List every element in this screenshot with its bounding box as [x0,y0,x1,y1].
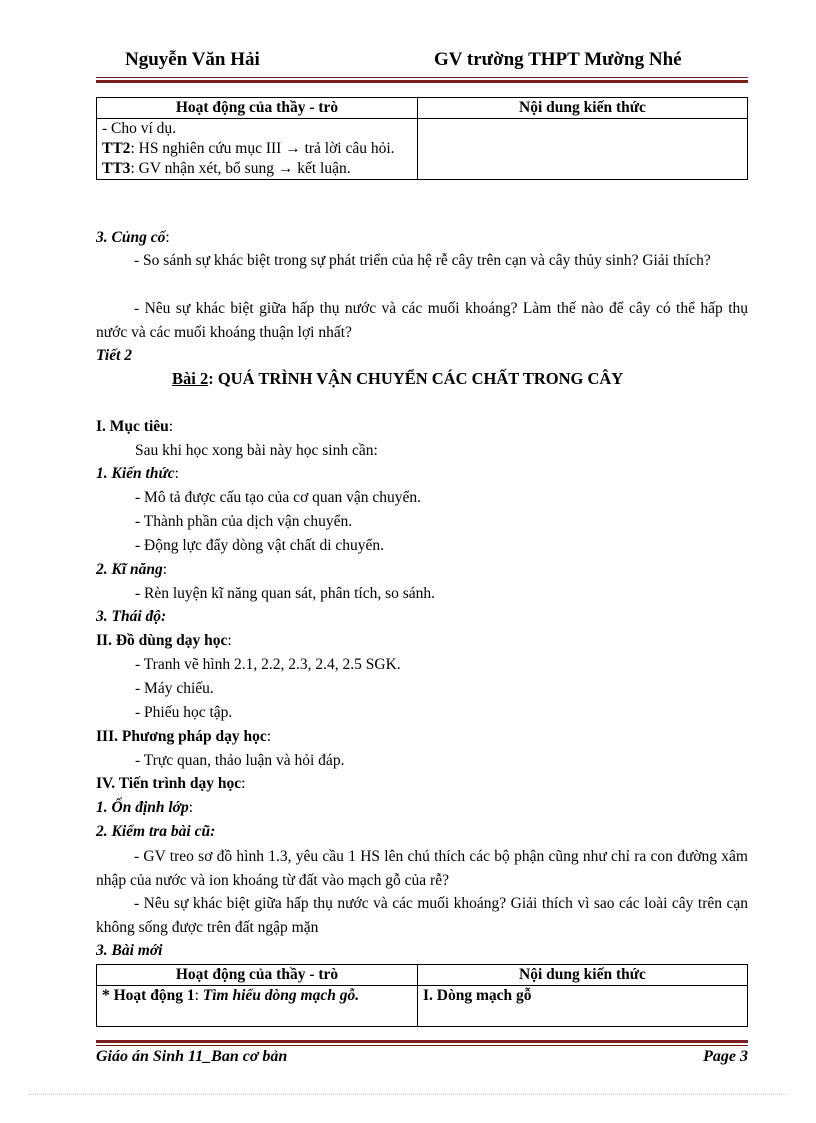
kiem-tra-heading: 2. Kiểm tra bài cũ: [96,823,216,840]
muc-tieu-heading: I. Mục tiêu: [96,418,174,435]
header-rule-thin [96,77,748,78]
header-school: GV trường THPT Mường Nhé [434,49,682,70]
table1-row-2-label: TT2 [102,140,131,157]
kien-thuc-item-1: - Mô tả được cấu tạo của cơ quan vận chuyển. [135,489,422,506]
activity-table-2 [96,964,748,1027]
bai-moi-heading: 3. Bài mới [96,942,163,959]
cung-co-heading: 3. Củng cố: [96,229,170,246]
tiet-label: Tiết 2 [96,347,133,364]
muc-tieu-intro: Sau khi học xong bài này học sinh cần: [135,442,378,459]
phuong-phap-heading: III. Phương pháp dạy học: [96,728,272,745]
do-dung-item-2: - Máy chiếu. [135,680,214,697]
footer-rule-thick [96,1040,748,1043]
kien-thuc-item-2: - Thành phần của dịch vận chuyển. [135,513,353,530]
cung-co-question-2: - Nêu sự khác biệt giữa hấp thụ nước và các muối khoáng? Làm thế nào để cây có thể hấp thụ nước và các muối khoáng thuận lợi nhất? [96,300,748,341]
activity-table-1 [96,97,748,180]
table1-row-3-label: TT3 [102,160,131,177]
do-dung-item-3: - Phiếu học tập. [135,704,233,721]
on-dinh-heading: 1. Ổn định lớp: [96,799,194,816]
table1-content-cell [418,119,748,180]
header-author: Nguyễn Văn Hải [125,49,260,70]
kien-thuc-item-3: - Động lực đẩy dòng vật chất di chuyển. [135,537,385,554]
table2-content-cell: I. Dòng mạch gỗ [418,986,748,1027]
footer-rule-thin [96,1045,748,1046]
lesson-title: Bài 2: QUÁ TRÌNH VẬN CHUYỂN CÁC CHẤT TRONG CÂY [172,369,624,388]
thai-do-heading: 3. Thái độ: [96,608,167,625]
table1-header-col2: Nội dung kiến thức [418,98,748,119]
footer-left: Giáo án Sinh 11_Ban cơ bản [96,1048,288,1065]
do-dung-heading: II. Đồ dùng dạy học: [96,632,232,649]
kien-thuc-heading: 1. Kiến thức: [96,465,179,482]
table1-header-col1: Hoạt động của thầy - trò [97,98,418,119]
cung-co-question-1: - So sánh sự khác biệt trong sự phát triển của hệ rễ cây trên cạn và cây thủy sinh? Giải thích? [134,252,711,269]
header-rule-thick [96,80,748,83]
ki-nang-item: - Rèn luyện kĩ năng quan sát, phân tích, so sánh. [135,585,436,602]
tien-trinh-heading: IV. Tiến trình dạy học: [96,775,246,792]
table2-header-col1: Hoạt động của thầy - trò [97,965,418,986]
table1-row-2-text: : HS nghiên cứu mục III → trả lời câu hỏi. [130,140,395,157]
table1-row-2 [102,139,412,159]
ki-nang-heading: 2. Kĩ năng: [96,561,168,578]
table2-header-col2: Nội dung kiến thức [418,965,748,986]
table1-activities-cell [97,119,418,180]
table1-row-1: - Cho ví dụ. [102,120,177,137]
footer-page-number: Page 3 [703,1048,748,1065]
page-boundary [28,1094,788,1095]
do-dung-item-1: - Tranh vẽ hình 2.1, 2.2, 2.3, 2.4, 2.5 SGK. [135,656,401,673]
table1-row-3-text: : GV nhận xét, bổ sung → kết luận. [130,160,351,177]
kiem-tra-p1: - GV treo sơ đồ hình 1.3, yêu cầu 1 HS lên chú thích các bộ phận cũng như chỉ ra con đường xâm nhập của nước và ion khoáng từ đất vào mạch gỗ của rễ? [96,848,748,889]
kiem-tra-p2: - Nêu sự khác biệt giữa hấp thụ nước và các muối khoáng? Giải thích vì sao các loài cây trên cạn không sống được trên đất ngập mặn [96,895,748,936]
phuong-phap-item: - Trực quan, thảo luận và hỏi đáp. [135,752,345,769]
table1-row-3 [102,159,412,179]
table2-activity-cell: * Hoạt động 1: Tìm hiểu dòng mạch gỗ. [97,986,418,1027]
